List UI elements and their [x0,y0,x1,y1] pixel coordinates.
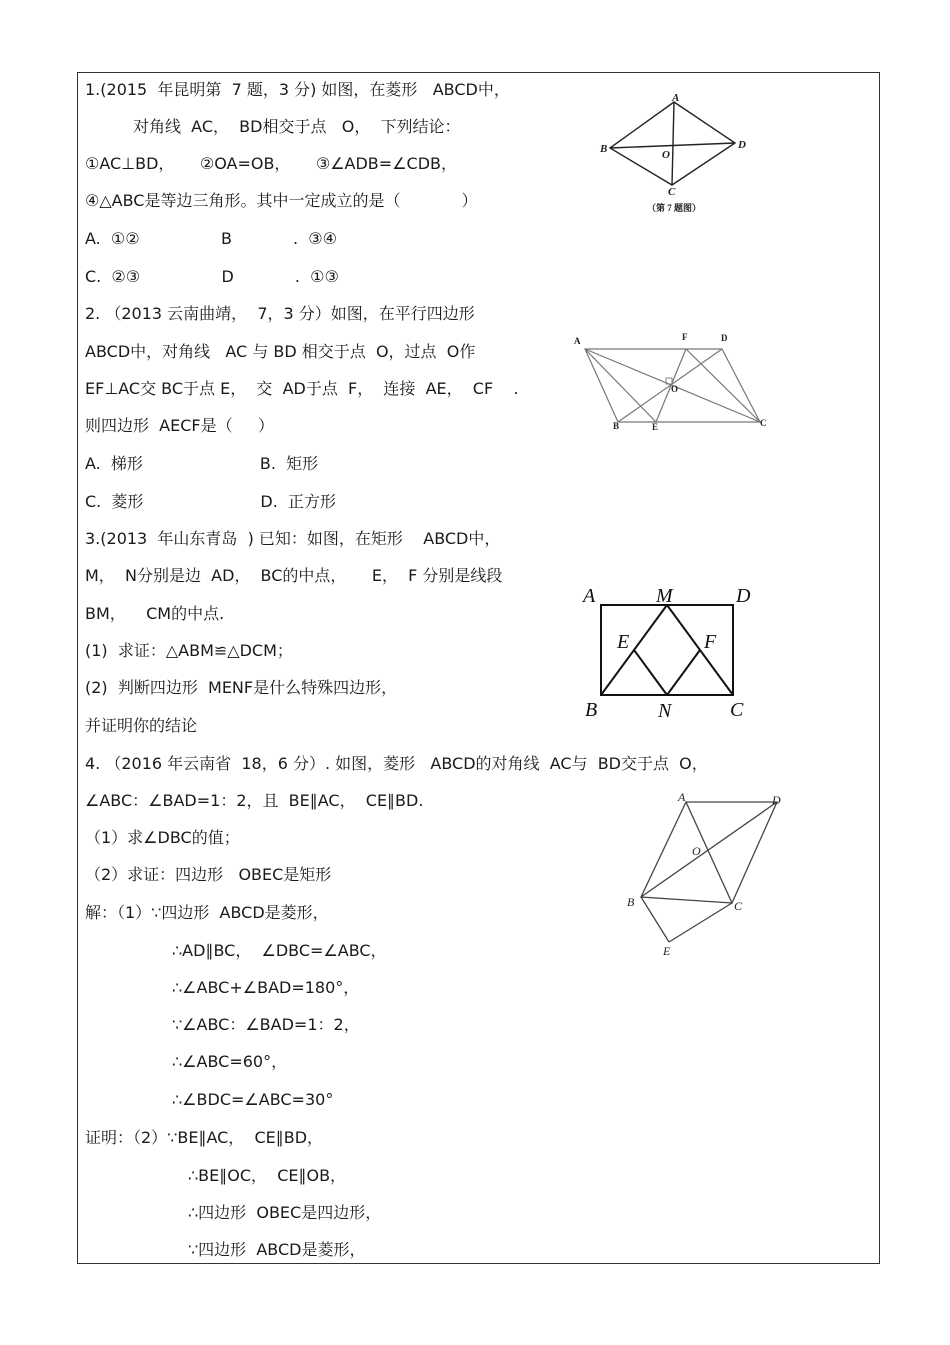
q1-label-o: O [662,149,670,161]
q4-proof-line: ∴四边形 OBEC是四边形， [188,1203,382,1222]
q3-label-e: E [617,631,630,653]
q4-solution-line: ∴AD∥BC， ∠DBC=∠ABC， [172,941,387,960]
q2-option-line: C. 菱形 D. 正方形 [85,492,336,511]
q3-line: (2) 判断四边形 MENF是什么特殊四边形， [85,678,398,697]
q2-label-o: O [671,384,679,394]
q4-proof-line: 证明：（2）∵BE∥AC， CE∥BD， [85,1128,324,1147]
q4-label-d: D [772,793,781,807]
q4-line: 4. （2016 年云南省 18，6 分）. 如图，菱形 ABCD的对角线 AC与 BD交于点 O， [85,754,708,773]
q1-option-line: A. ①② B . ③④ [85,229,337,248]
q1-line: ①AC⊥BD， ②OA=OB， ③∠ADB=∠CDB， [85,154,458,173]
q4-solution-line: ∴∠ABC=60°， [172,1052,288,1071]
q2-parallelogram-figure [570,328,780,433]
q3-rectangle-figure [578,582,758,724]
q4-proof-line: ∵四边形 ABCD是菱形， [188,1240,366,1259]
q1-label-b: B [600,143,608,155]
q2-line: 则四边形 AECF是（ ） [85,416,275,435]
q3-label-f: F [704,631,717,653]
q2-label-e: E [652,422,659,432]
q4-solution-line: ∴∠BDC=∠ABC=30° [172,1090,334,1109]
q4-solution-line: ∴∠ABC+∠BAD=180°， [172,978,360,997]
q4-solution-line: ∵∠ABC：∠BAD=1：2， [172,1015,360,1034]
q4-line: ∠ABC：∠BAD=1：2，且 BE∥AC， CE∥BD. [85,791,424,810]
q2-label-a: A [574,336,581,346]
q3-line: BM， CM的中点. [85,604,225,623]
q4-label-b: B [627,895,635,909]
q4-line: （2）求证：四边形 OBEC是矩形 [85,865,332,884]
q2-line: 2. （2013 云南曲靖， 7，3 分）如图，在平行四边形 [85,304,475,323]
q3-label-m: M [656,585,673,607]
q2-label-f: F [682,332,688,342]
q3-line: (1) 求证：△ABM≌△DCM； [85,641,293,660]
q4-label-o: O [692,844,701,858]
q1-label-c: C [668,186,676,198]
q1-figure-caption: （第 7 题图） [647,203,702,213]
page-frame [77,72,880,1264]
q2-line: ABCD中，对角线 AC 与 BD 相交于点 O，过点 O作 [85,342,476,361]
q1-line: ④△ABC是等边三角形。其中一定成立的是（ ） [85,191,478,210]
q4-label-e: E [663,944,671,956]
q4-rhombus-figure [624,790,790,956]
q3-line: M， N分别是边 AD， BC的中点， E， F 分别是线段 [85,566,503,585]
q4-label-c: C [734,899,743,913]
q1-option-line: C. ②③ D . ①③ [85,267,339,286]
q3-label-a: A [583,585,596,607]
q1-line: 1.(2015 年昆明第 7 题，3 分) 如图，在菱形 ABCD中， [85,80,510,99]
q2-label-c: C [760,418,767,428]
q3-label-b: B [585,699,598,721]
q3-label-n: N [658,700,672,722]
q3-label-c: C [730,699,744,721]
q3-line: 3.(2013 年山东青岛 ) 已知：如图，在矩形 ABCD中， [85,529,501,548]
q1-rhombus-figure [592,92,752,217]
q3-line: 并证明你的结论 [85,716,198,735]
q1-label-d: D [738,139,746,151]
q3-label-d: D [736,585,751,607]
q2-label-d: D [721,333,728,343]
q4-solution-line: 解：（1）∵四边形 ABCD是菱形， [85,903,329,922]
q4-label-a: A [678,790,686,804]
q4-proof-line: ∴BE∥OC， CE∥OB， [188,1166,347,1185]
q2-option-line: A. 梯形 B. 矩形 [85,454,319,473]
q4-line: （1）求∠DBC的值； [85,828,240,847]
q2-line: EF⊥AC交 BC于点 E， 交 AD于点 F， 连接 AE， CF . [85,379,519,398]
q1-label-a: A [672,92,680,104]
q2-label-b: B [613,421,620,431]
q1-line: 对角线 AC， BD相交于点 O， 下列结论： [133,117,461,136]
